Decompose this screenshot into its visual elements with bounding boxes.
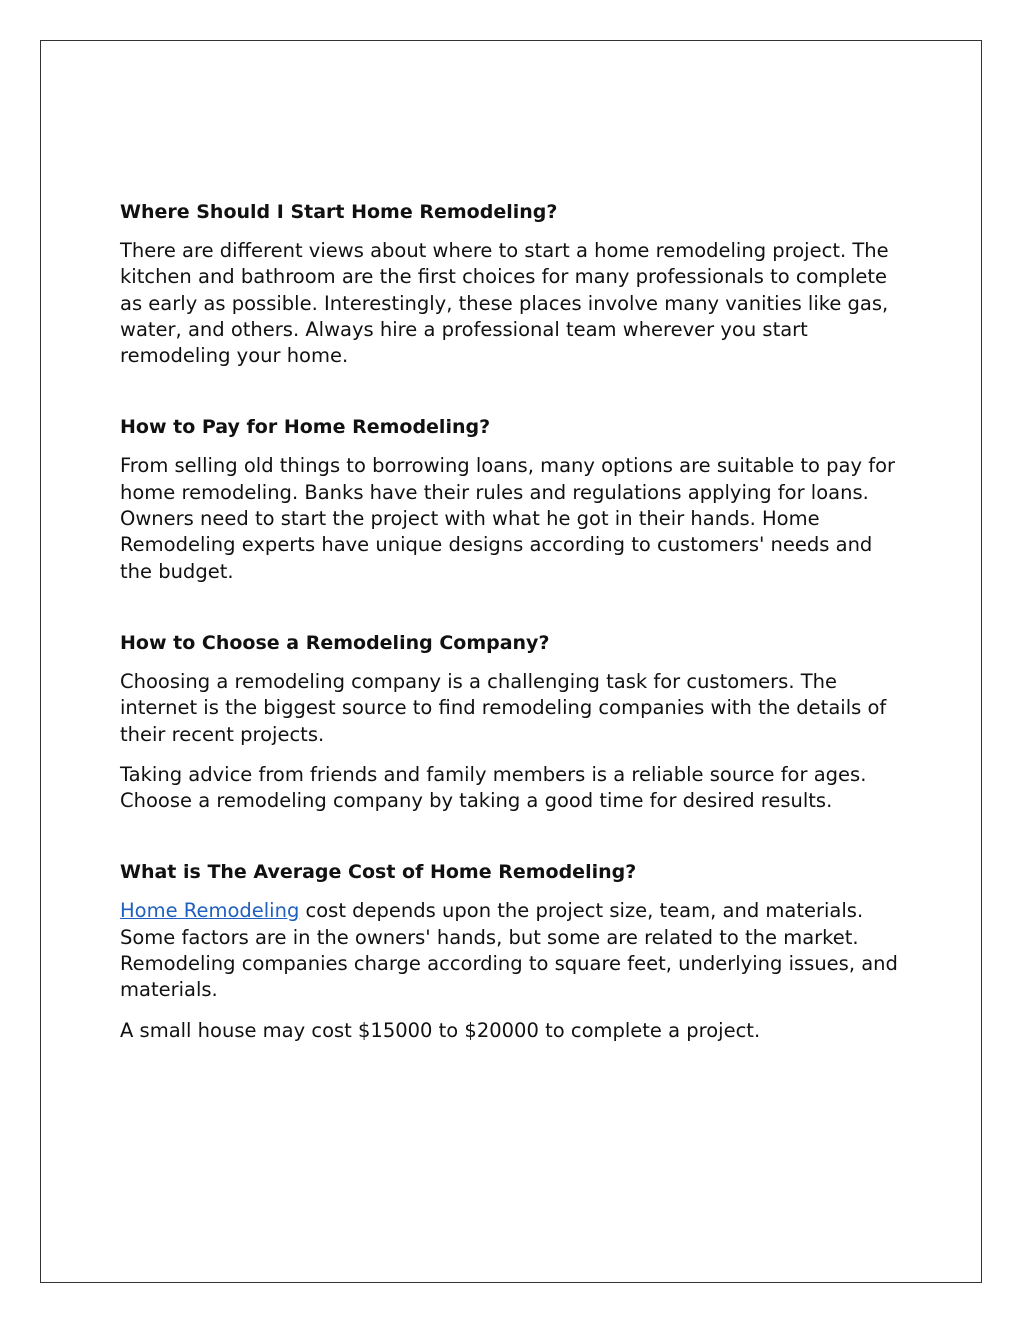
section-paragraph: Choosing a remodeling company is a challenging task for customers. The internet is the biggest source to find remodeling companies with the details of their recent projects. <box>120 669 887 746</box>
section-choose-company <box>120 629 910 814</box>
section-paragraph: A small house may cost $15000 to $20000 to complete a project. <box>120 1018 761 1042</box>
home-remodeling-link[interactable]: Home Remodeling <box>120 899 300 923</box>
section-heading: What is The Average Cost of Home Remodeling? <box>120 861 637 884</box>
section-heading: How to Pay for Home Remodeling? <box>120 416 491 439</box>
section-how-to-pay <box>120 413 910 584</box>
section-where-to-start <box>120 198 910 369</box>
section-heading: How to Choose a Remodeling Company? <box>120 631 550 654</box>
section-paragraph: From selling old things to borrowing loans, many options are suitable to pay for home remodeling. Banks have their rules and regulations applying for loans. Owners need to start the project with what he got in their hands. Home Remodeling experts have unique designs according to customers' needs and the budget. <box>120 454 896 583</box>
section-average-cost <box>120 858 910 1043</box>
section-paragraph: Taking advice from friends and family members is a reliable source for ages. Choose a remodeling company by taking a good time for desired results. <box>120 762 867 813</box>
section-heading: Where Should I Start Home Remodeling? <box>120 201 558 223</box>
paragraph-text: cost depends upon the project size, team, and materials. Some factors are in the owners' hands, but some are related to the market. Remodeling companies charge according to square feet, underlying issues, and materials. <box>120 899 898 1002</box>
section-paragraph-with-link <box>120 898 910 1003</box>
document-content <box>120 198 910 1044</box>
section-paragraph: There are different views about where to start a home remodeling project. The kitchen and bathroom are the first choices for many professionals to complete as early as possible. Interestingly, these places involve many vanities like gas, water, and others. Always hire a professional team wherever you start remodeling your home. <box>120 239 889 368</box>
